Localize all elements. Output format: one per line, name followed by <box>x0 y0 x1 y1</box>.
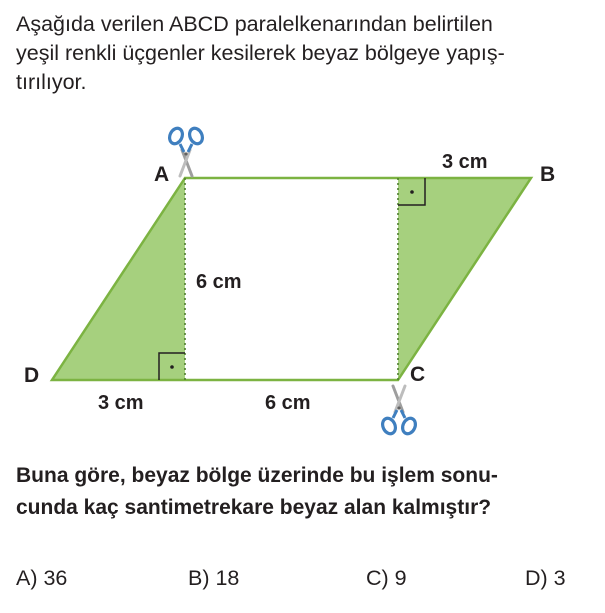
scissors-icon <box>380 386 418 436</box>
choice-a[interactable]: A) 36 <box>16 566 68 590</box>
choice-b[interactable]: B) 18 <box>188 566 240 590</box>
vertex-label-b: B <box>540 163 556 186</box>
stem-line-1: Aşağıda verilen ABCD paralelkenarından belirtilen <box>16 12 493 36</box>
choice-d[interactable]: D) 3 <box>525 566 566 590</box>
scissors-icon <box>167 126 205 176</box>
stem-line-3: tırılıyor. <box>16 70 87 94</box>
choice-c[interactable]: C) 9 <box>366 566 407 590</box>
measure-height: 6 cm <box>196 271 242 293</box>
stem-line-2: yeşil renkli üçgenler kesilerek beyaz bölgeye yapış- <box>16 41 505 65</box>
measure-bottom-left: 3 cm <box>98 392 144 414</box>
vertex-label-d: D <box>24 364 40 387</box>
question-text <box>16 460 601 524</box>
vertex-label-c: C <box>410 363 426 386</box>
vertex-label-a: A <box>154 163 170 186</box>
answer-choices <box>0 566 605 600</box>
measure-bottom-right: 6 cm <box>265 392 311 414</box>
measure-top-segment: 3 cm <box>442 151 488 173</box>
question-line-2: cunda kaç santimetrekare beyaz alan kalmıştır? <box>16 496 492 519</box>
question-line-1: Buna göre, beyaz bölge üzerinde bu işlem sonu- <box>16 464 498 487</box>
